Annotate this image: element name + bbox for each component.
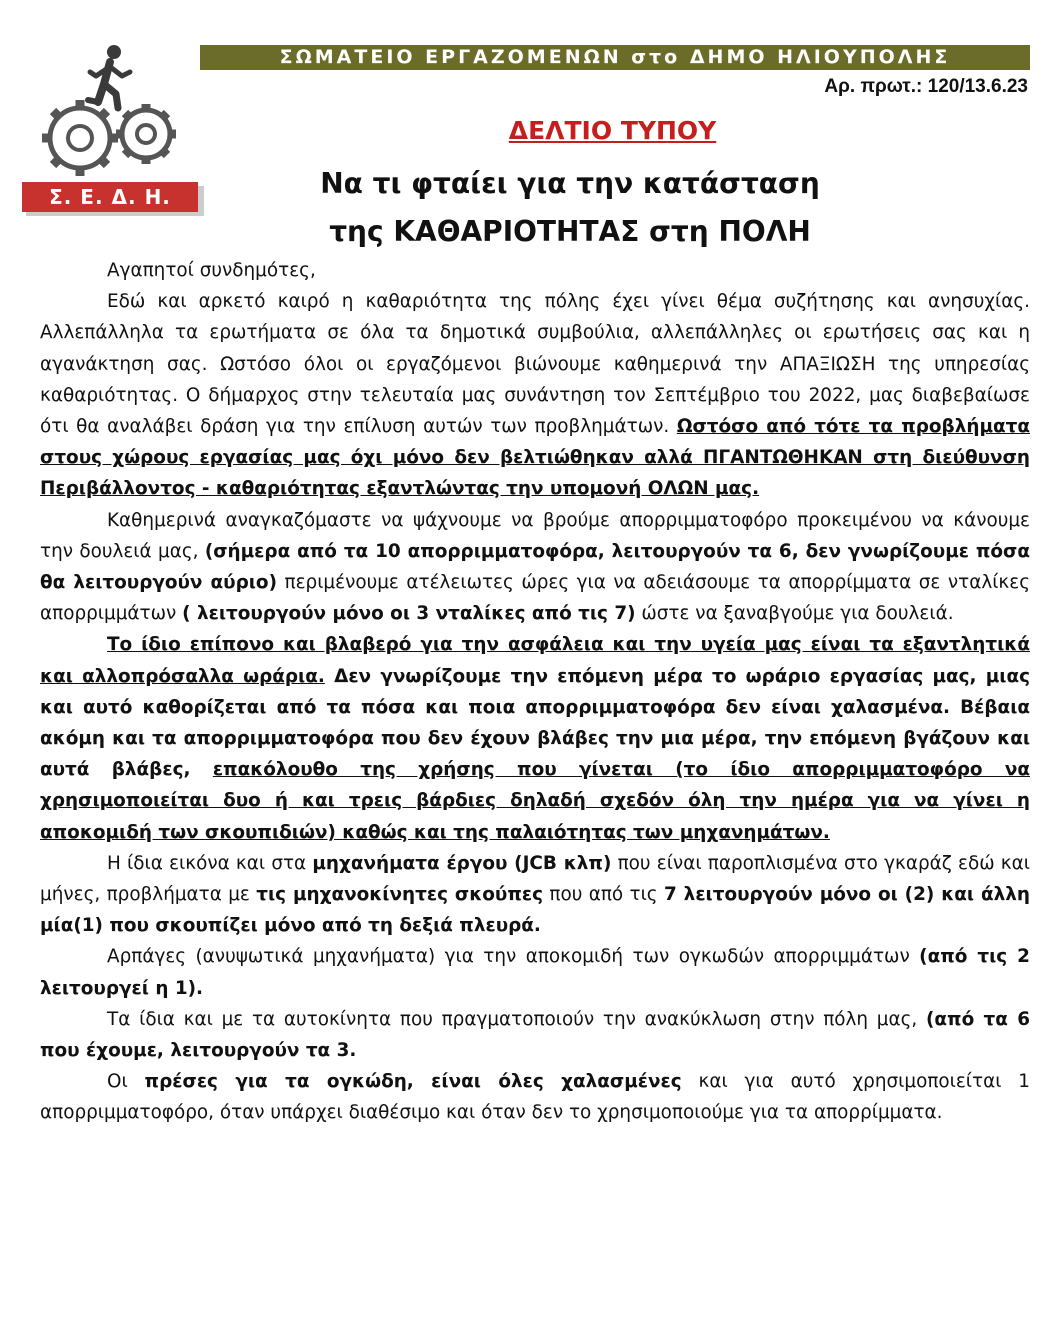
headline-line-2: της ΚΑΘΑΡΙΟΤΗΤΑΣ στη ΠΟΛΗ — [329, 215, 811, 248]
paragraph-3: Το ίδιο επίπονο και βλαβερό για την ασφάλεια και την υγεία μας είναι τα εξαντλητικά και αλλοπρόσαλλα ωράρια. Δεν γνωρίζουμε την επόμενη μέρα το ωράριο εργασίας μας, μιας και αυτό καθορίζεται από τα πόσα και ποια απορριμματοφόρα δεν είναι χαλασμένα. Βέβαια ακόμη και τα απορριμματοφόρα που δεν έχουν βλάβες την μια μέρα, την επόμενη βγάζουν και αυτά βλάβες, επακόλουθο της χρήσης που γίνεται (το ίδιο απορριμματοφόρο να χρησιμοποιείται δυο ή και τρεις βάρδιες δηλαδή σχεδόν όλη την ημέρα για να γίνει η αποκομιδή των σκουπιδιών) καθώς και της παλαιότητας των μηχανημάτων. — [40, 634, 1030, 843]
union-name-banner: ΣΩΜΑΤΕΙΟ ΕΡΓΑΖΟΜΕΝΩΝ στο ΔΗΜΟ ΗΛΙΟΥΠΟΛΗΣ — [200, 45, 1030, 70]
paragraph-7: Οι πρέσες για τα ογκώδη, είναι όλες χαλασμένες και για αυτό χρησιμοποιείται 1 απορριμματοφόρο, όταν υπάρχει διαθέσιμο και όταν δεν το χρησιμοποιούμε για τα απορρίμματα. — [40, 1071, 1030, 1124]
paragraph-5: Αρπάγες (ανυψωτικά μηχανήματα) για την αποκομιδή των ογκωδών απορριμμάτων (από τις 2 λειτουργεί η 1). — [40, 946, 1030, 999]
protocol-number: Αρ. πρωτ.: 120/13.6.23 — [824, 76, 1028, 97]
document-type: ΔΕΛΤΙΟ ΤΥΠΟΥ — [508, 116, 717, 145]
headline-line-1: Να τι φταίει για την κατάσταση — [320, 167, 820, 200]
paragraph-2: Καθημερινά αναγκαζόμαστε να ψάχνουμε να βρούμε απορριμματοφόρο προκειμένου να κάνουμε την δουλειά μας, (σήμερα από τα 10 απορριμματοφόρα, λειτουργούν τα 6, δεν γνωρίζουμε πόσα θα λειτουργούν αύριο) περιμένουμε ατέλειωτες ώρες για να αδειάσουμε τα απορρίμματα σε νταλίκες απορριμμάτων ( λειτουργούν μόνο οι 3 νταλίκες από τις 7) ώστε να ξαναβγούμε για δουλειά. — [40, 509, 1030, 625]
headline — [200, 160, 940, 256]
paragraph-4: Η ίδια εικόνα και στα μηχανήματα έργου (JCB κλπ) που είναι παροπλισμένα στο γκαράζ εδώ και μήνες, προβλήματα με τις μηχανοκίνητες σκούπες που από τις 7 λειτουργούν μόνο οι (2) και άλλη μία(1) που σκουπίζει μόνο από τη δεξιά πλευρά. — [40, 852, 1030, 937]
paragraph-6: Τα ίδια και με τα αυτοκίνητα που πραγματοποιούν την ανακύκλωση στην πόλη μας, (από τα 6 που έχουμε, λειτουργούν τα 3. — [40, 1008, 1030, 1062]
body-text — [40, 255, 1030, 1129]
logo-text: Σ. Ε. Δ. Η. — [49, 185, 171, 209]
paragraph-1: Εδώ και αρκετό καιρό η καθαριότητα της πόλης έχει γίνει θέμα συζήτησης και ανησυχίας. Αλλεπάλληλα τα ερωτήματα σε όλα τα δημοτικά συμβούλια, αλλεπάλληλες οι ερωτήσεις σας και η αγανάκτηση σας. Ωστόσο όλοι οι εργαζόμενοι βιώνουμε καθημερινά την ΑΠΑΞΙΩΣΗ της υπηρεσίας καθαριότητας. Ο δήμαρχος στην τελευταία μας συνάντηση τον Σεπτέμβριο του 2022, μας διαβεβαίωσε ότι θα αναλάβει δράση για την επίλυση αυτών των προβλημάτων. Ωστόσο από τότε τα προβλήματα στους χώρους εργασίας μας όχι μόνο δεν βελτιώθηκαν αλλά ΠΓΑΝΤΩΘΗΚΑΝ στη διεύθυνση Περιβάλλοντος - καθαριότητας εξαντλώντας την υπομονή ΟΛΩΝ μας. — [40, 291, 1030, 500]
salutation: Αγαπητοί συνδημότες, — [107, 260, 316, 281]
